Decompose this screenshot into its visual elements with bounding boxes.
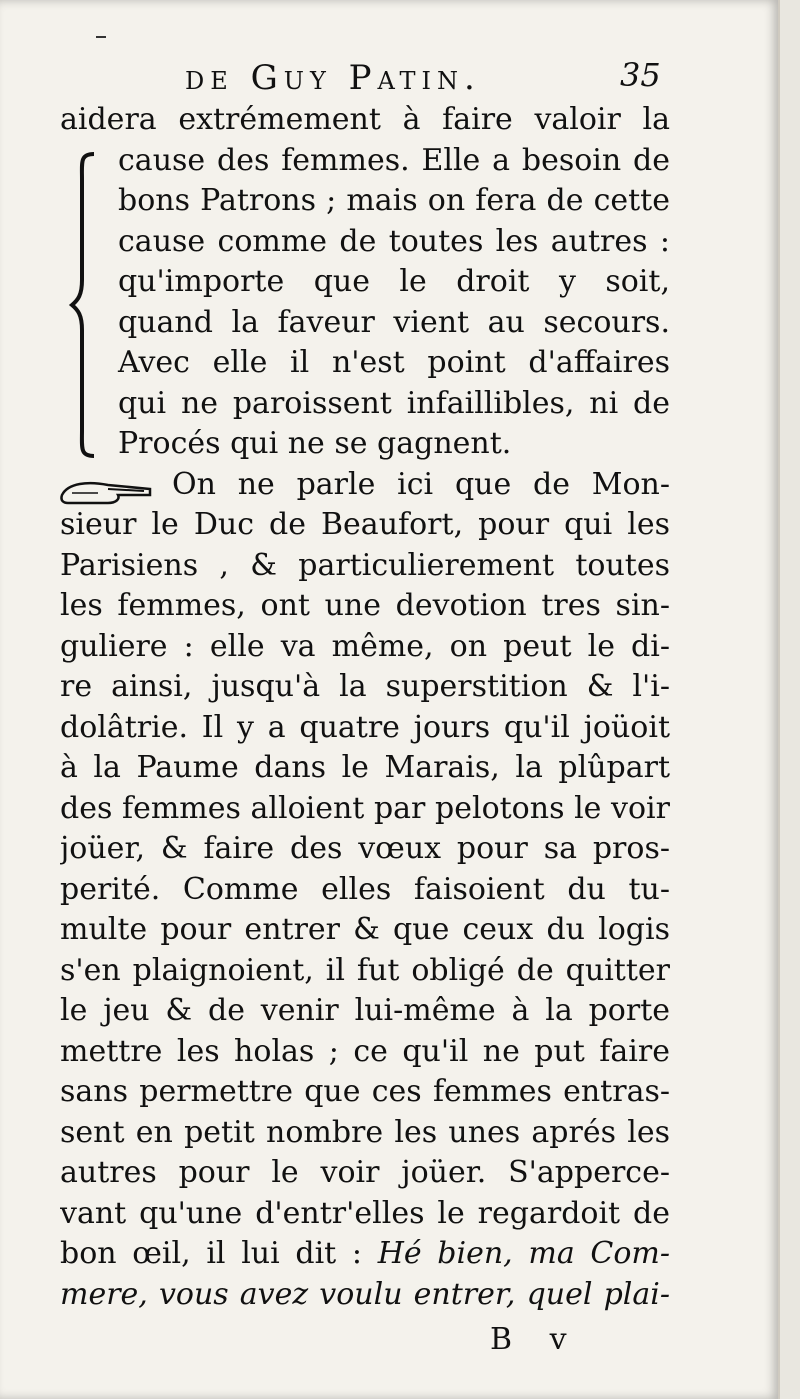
text-line: des femmes alloient par pelotons le voir <box>60 790 670 826</box>
text-line: perité. Comme elles faisoient du tu- <box>60 871 670 907</box>
text-line: s'en plaignoient, il fut obligé de quitter <box>60 952 670 988</box>
signature-mark: B v <box>490 1322 581 1357</box>
text-line: re ainsi, jusqu'à la superstition & l'i- <box>60 669 670 704</box>
text-line: sieur le Duc de Beaufort, pour qui les <box>60 507 670 542</box>
text-line: qu'importe que le droit y soit, <box>118 264 670 299</box>
text-line: qui ne paroissent infaillibles, ni de <box>118 385 670 421</box>
text-line <box>60 1234 670 1275</box>
text-line: mettre les holas ; ce qu'il ne put faire <box>60 1033 670 1069</box>
text-line: cause comme de toutes les autres : <box>118 223 670 259</box>
text-line: Avec elle il n'est point d'affaires <box>118 345 670 380</box>
running-title: de Guy Patin. <box>185 58 481 98</box>
text-line: autres pour le voir joüer. S'apperce- <box>60 1155 670 1190</box>
body-text <box>60 100 670 1315</box>
text-line: à la Paume dans le Marais, la plûpart <box>60 750 670 785</box>
text-line: quand la faveur vient au secours. <box>118 304 670 340</box>
text-line: Procés qui ne se gagnent. <box>118 426 512 461</box>
page-number: 35 <box>620 56 661 94</box>
text-line: les femmes, ont une devotion tres sin- <box>60 588 670 623</box>
text-line: dolâtrie. Il y a quatre jours qu'il joüoit <box>60 709 670 745</box>
text-line: multe pour entrer & que ceux du logis <box>60 912 670 947</box>
text-segment: bon œil, il lui dit : <box>60 1236 363 1271</box>
text-line: joüer, & faire des vœux pour sa pros- <box>60 831 670 866</box>
text-line: cause des femmes. Elle a besoin de <box>118 142 670 178</box>
italic-segment: Hé bien, ma Com- <box>377 1236 670 1271</box>
text-line: bons Patrons ; mais on fera de cette <box>118 183 670 218</box>
text-line: vant qu'une d'entr'elles le regardoit de <box>60 1195 670 1231</box>
ink-mark <box>96 36 106 38</box>
text-line: guliere : elle va même, on peut le di- <box>60 628 670 664</box>
text-line-italic: mere, vous avez voulu entrer, quel plai- <box>60 1276 670 1312</box>
page-edge <box>778 0 800 1399</box>
text-line: aidera extrémement à faire valoir la <box>60 102 670 137</box>
text-line: Parisiens , & particulierement toutes <box>60 547 670 583</box>
text-line: sent en petit nombre les unes aprés les <box>60 1114 670 1150</box>
text-line: sans permettre que ces femmes entras- <box>60 1074 670 1109</box>
text-line: On ne parle ici que de Mon- <box>172 466 670 502</box>
text-line: le jeu & de venir lui-même à la porte <box>60 993 670 1028</box>
